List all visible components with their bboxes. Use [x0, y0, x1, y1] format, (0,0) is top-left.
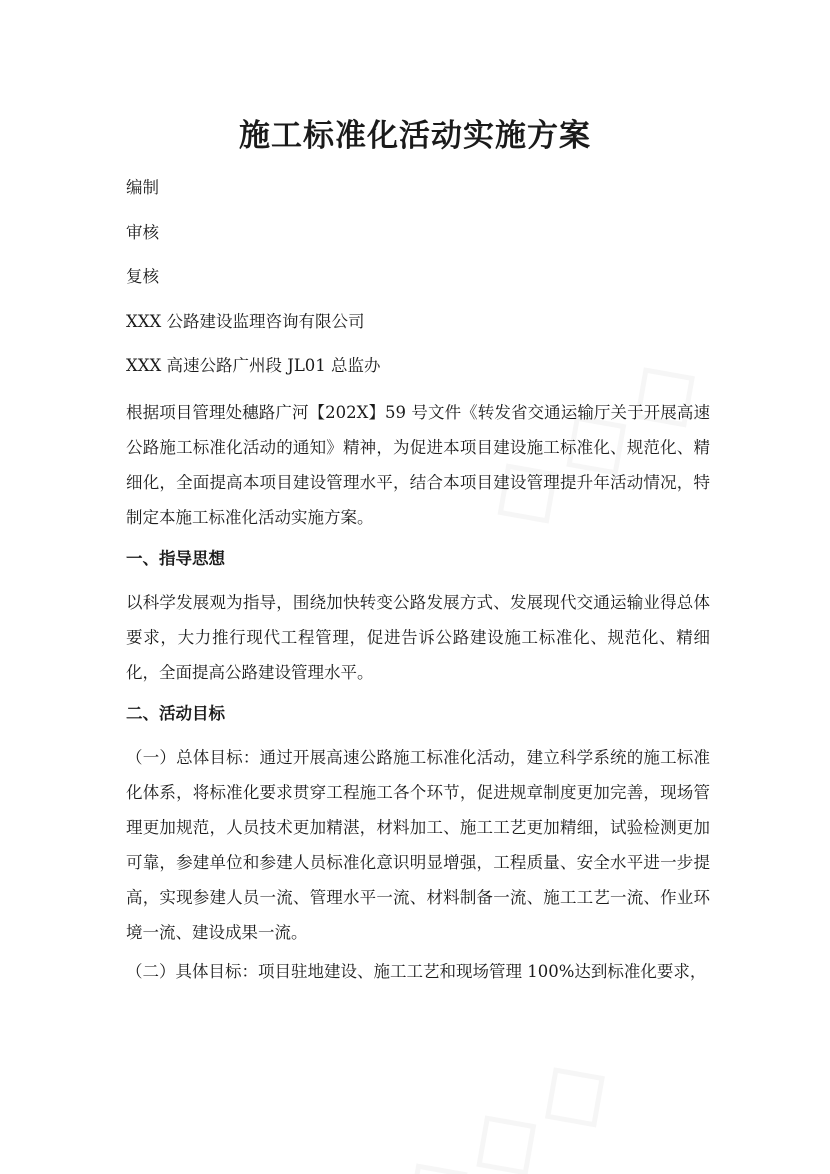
section-heading-guiding-ideology: 一、指导思想	[126, 548, 225, 568]
overall-goal-paragraph: （一）总体目标：通过开展高速公路施工标准化活动，建立科学系统的施工标准化体系，将标准化要求贯穿工程施工各个环节，促进规章制度更加完善，现场管理更加规范，人员技术更加精湛，材料加工、施工工艺更加精细，试验检测更加可靠，参建单位和参建人员标准化意识明显增强，工程质量、安全水平进一步提高，实现参建人员一流、管理水平一流、材料制备一流、施工工艺一流、作业环境一流、建设成果一流。	[126, 747, 710, 942]
guiding-ideology-paragraph: 以科学发展观为指导，围绕加快转变公路发展方式、发展现代交通运输业得总体要求，大力推行现代工程管理，促进告诉公路建设施工标准化、规范化、精细化，全面提高公路建设管理水平。	[126, 592, 710, 682]
document-body	[126, 172, 710, 989]
watermark-bottom	[371, 1018, 641, 1174]
meta-reviewed-by: 审核	[126, 222, 159, 242]
section-heading-activity-goals: 二、活动目标	[126, 703, 225, 723]
meta-office: XXX 高速公路广州段 JL01 总监办	[126, 356, 381, 375]
specific-goal-paragraph: （二）具体目标：项目驻地建设、施工工艺和现场管理 100%达到标准化要求，	[126, 961, 707, 981]
meta-rechecked-by: 复核	[126, 267, 159, 286]
intro-paragraph: 根据项目管理处穗路广河【202X】59 号文件《转发省交通运输厅关于开展高速公路施工标准化活动的通知》精神，为促进本项目建设施工标准化、规范化、精细化，全面提高本项目建设管理水平，结合本项目建设管理提升年活动情况，特制定本施工标准化活动实施方案。	[126, 402, 710, 527]
meta-company: XXX 公路建设监理咨询有限公司	[126, 311, 365, 331]
document-title: 施工标准化活动实施方案	[239, 118, 591, 154]
meta-prepared-by: 编制	[126, 178, 159, 197]
